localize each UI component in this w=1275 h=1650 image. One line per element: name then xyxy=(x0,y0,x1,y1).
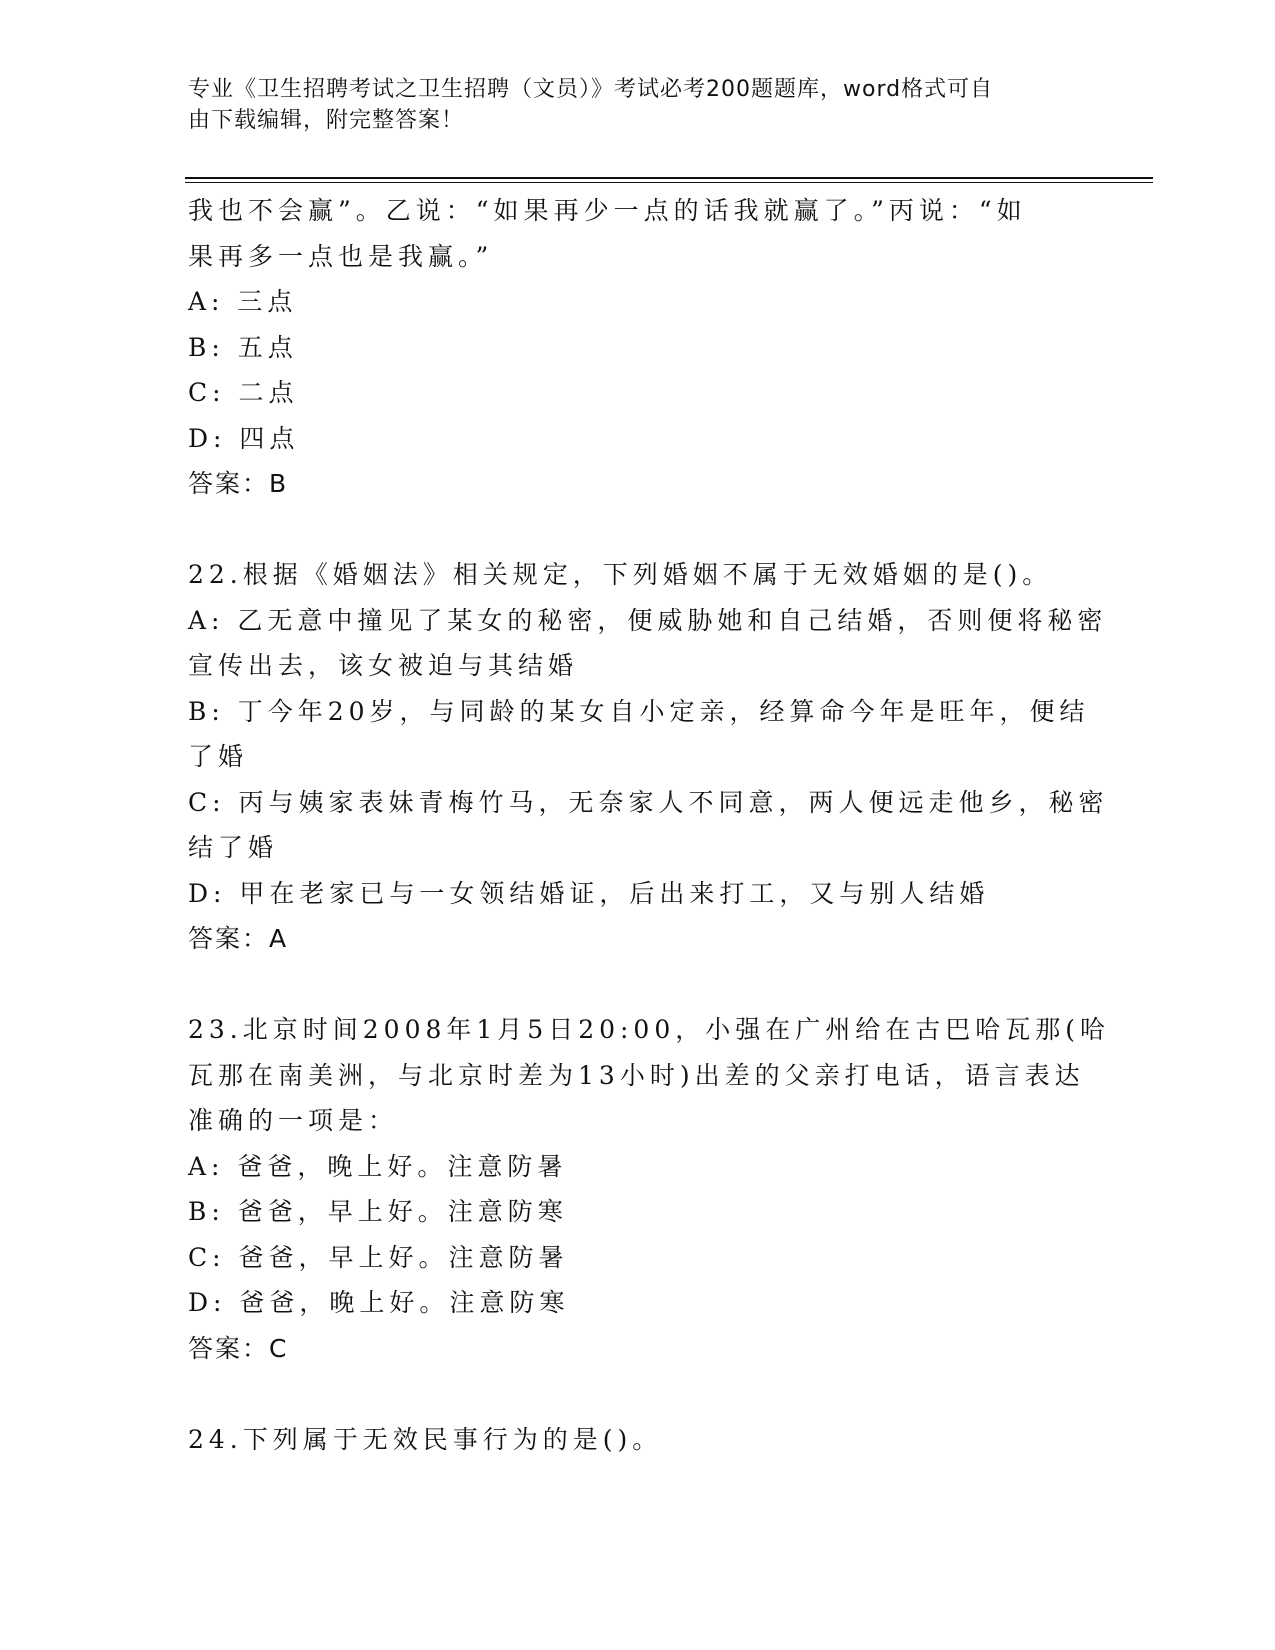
option-d: D: 甲在老家已与一女领结婚证，后出来打工，又与别人结婚 xyxy=(188,878,990,908)
question-24 xyxy=(188,1417,1068,1463)
option-b: B: 爸爸，早上好。注意防寒 xyxy=(188,1197,568,1226)
question-stem-cont: 瓦那在南美洲，与北京时差为13小时)出差的父亲打电话，语言表达 xyxy=(188,1060,1085,1090)
option-d: D: 爸爸，晚上好。注意防寒 xyxy=(188,1288,570,1317)
header-rule-thin xyxy=(185,182,1153,183)
option-d: D: 四点 xyxy=(188,423,300,453)
document-header xyxy=(188,74,1068,136)
spacer xyxy=(188,962,1068,1008)
answer-line: 答案：A xyxy=(188,924,289,953)
document-body xyxy=(188,188,1110,1462)
option-b-cont: 了婚 xyxy=(188,742,249,771)
question-stem: 24.下列属于无效民事行为的是()。 xyxy=(188,1424,663,1454)
header-line-2: 由下载编辑，附完整答案！ xyxy=(188,108,465,133)
question-text: 果再多一点也是我赢。” xyxy=(188,241,494,271)
header-line-1: 专业《卫生招聘考试之卫生招聘（文员）》考试必考200题题库，word格式可自 xyxy=(188,77,994,102)
option-c-cont: 结了婚 xyxy=(188,833,279,862)
option-a: A: 爸爸，晚上好。注意防暑 xyxy=(188,1151,568,1181)
header-rule-thick xyxy=(185,177,1153,179)
option-b: B: 五点 xyxy=(188,332,298,362)
answer-line: 答案：C xyxy=(188,1333,289,1363)
question-stem: 23.北京时间2008年1月5日20:00，小强在广州给在古巴哈瓦那(哈 xyxy=(188,1015,1110,1044)
option-b: B: 丁今年20岁，与同龄的某女自小定亲，经算命今年是旺年，便结 xyxy=(188,696,1090,726)
option-c: C: 丙与姨家表妹青梅竹马，无奈家人不同意，两人便远走他乡，秘密 xyxy=(188,787,1109,817)
question-stem: 22.根据《婚姻法》相关规定，下列婚姻不属于无效婚姻的是()。 xyxy=(188,560,1053,589)
spacer xyxy=(188,507,1068,553)
option-a: A: 三点 xyxy=(188,287,298,316)
answer-line: 答案：B xyxy=(188,469,289,498)
question-text: 我也不会赢”。乙说：“如果再少一点的话我就赢了。”丙说：“如 xyxy=(188,196,1027,225)
question-22 xyxy=(188,552,1109,962)
option-c: C: 二点 xyxy=(188,378,299,407)
spacer xyxy=(188,1371,1068,1417)
question-21-continuation xyxy=(188,188,1068,507)
option-a-cont: 宣传出去，该女被迫与其结婚 xyxy=(188,651,579,680)
question-stem-cont: 准确的一项是： xyxy=(188,1106,399,1135)
option-a: A: 乙无意中撞见了某女的秘密，便威胁她和自己结婚，否则便将秘密 xyxy=(188,605,1108,635)
option-c: C: 爸爸，早上好。注意防暑 xyxy=(188,1242,569,1272)
question-23 xyxy=(188,1007,1110,1371)
